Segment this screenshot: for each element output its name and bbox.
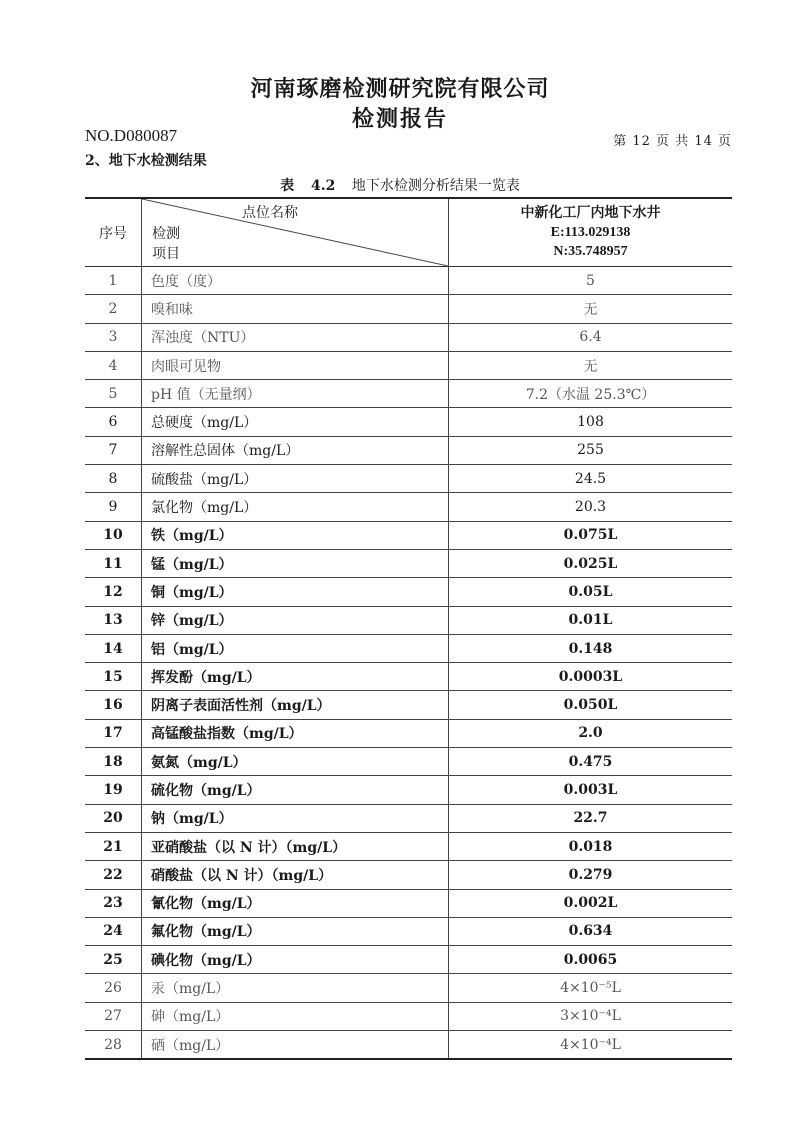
header-site-label: 点位名称 bbox=[242, 205, 298, 221]
table-row bbox=[85, 493, 732, 521]
row-serial: 15 bbox=[85, 663, 142, 691]
row-value: 20.3 bbox=[449, 493, 733, 521]
row-value: 0.018 bbox=[449, 832, 733, 860]
row-item: 锰（mg/L） bbox=[142, 549, 449, 577]
row-item: 氰化物（mg/L） bbox=[142, 889, 449, 917]
row-value: 0.279 bbox=[449, 861, 733, 889]
row-value: 0.475 bbox=[449, 748, 733, 776]
row-item: 挥发酚（mg/L） bbox=[142, 663, 449, 691]
row-value: 6.4 bbox=[449, 323, 733, 351]
table-row bbox=[85, 436, 732, 464]
row-serial: 24 bbox=[85, 917, 142, 945]
row-serial: 8 bbox=[85, 465, 142, 493]
header-serial: 序号 bbox=[85, 198, 142, 267]
row-value: 24.5 bbox=[449, 465, 733, 493]
row-value: 0.025L bbox=[449, 549, 733, 577]
table-row bbox=[85, 691, 732, 719]
header-diagonal-cell bbox=[142, 198, 449, 267]
row-serial: 9 bbox=[85, 493, 142, 521]
row-item: 铜（mg/L） bbox=[142, 578, 449, 606]
table-row bbox=[85, 748, 732, 776]
row-item: 氨氮（mg/L） bbox=[142, 748, 449, 776]
table-header-row bbox=[85, 198, 732, 267]
row-value: 0.05L bbox=[449, 578, 733, 606]
row-item: 浑浊度（NTU） bbox=[142, 323, 449, 351]
row-serial: 5 bbox=[85, 380, 142, 408]
row-value: 255 bbox=[449, 436, 733, 464]
row-serial: 3 bbox=[85, 323, 142, 351]
page-indicator: 第 12 页 共 14 页 bbox=[613, 134, 732, 149]
table-row bbox=[85, 832, 732, 860]
site-name: 中新化工厂内地下水井 bbox=[520, 205, 661, 221]
table-row bbox=[85, 521, 732, 549]
table-row bbox=[85, 946, 732, 974]
row-serial: 19 bbox=[85, 776, 142, 804]
row-item: 硝酸盐（以 N 计）（mg/L） bbox=[142, 861, 449, 889]
table-row bbox=[85, 1002, 732, 1030]
row-item: 高锰酸盐指数（mg/L） bbox=[142, 719, 449, 747]
row-value: 108 bbox=[449, 408, 733, 436]
row-serial: 2 bbox=[85, 295, 142, 323]
row-value: 无 bbox=[449, 295, 733, 323]
row-serial: 23 bbox=[85, 889, 142, 917]
table-row bbox=[85, 606, 732, 634]
row-serial: 16 bbox=[85, 691, 142, 719]
table-row bbox=[85, 974, 732, 1002]
row-item: 阴离子表面活性剂（mg/L） bbox=[142, 691, 449, 719]
table-row bbox=[85, 1031, 732, 1060]
table-row bbox=[85, 380, 732, 408]
row-value: 0.003L bbox=[449, 776, 733, 804]
row-value: 5 bbox=[449, 267, 733, 295]
table-row bbox=[85, 719, 732, 747]
table-row bbox=[85, 889, 732, 917]
row-value: 3×10⁻⁴L bbox=[449, 1002, 733, 1030]
row-value: 0.01L bbox=[449, 606, 733, 634]
row-value: 0.0065 bbox=[449, 946, 733, 974]
table-row bbox=[85, 549, 732, 577]
table-row bbox=[85, 776, 732, 804]
row-serial: 28 bbox=[85, 1031, 142, 1060]
table-row bbox=[85, 295, 732, 323]
table-row bbox=[85, 408, 732, 436]
row-value: 4×10⁻⁵L bbox=[449, 974, 733, 1002]
row-serial: 12 bbox=[85, 578, 142, 606]
row-item: 硫酸盐（mg/L） bbox=[142, 465, 449, 493]
row-value: 0.050L bbox=[449, 691, 733, 719]
company-name: 河南琢磨检测研究院有限公司 bbox=[250, 76, 550, 102]
table-row bbox=[85, 917, 732, 945]
header-site bbox=[449, 198, 733, 267]
header-item-label-2: 项目 bbox=[152, 246, 180, 262]
row-value: 0.002L bbox=[449, 889, 733, 917]
table-row bbox=[85, 804, 732, 832]
row-serial: 4 bbox=[85, 351, 142, 379]
row-value: 0.0003L bbox=[449, 663, 733, 691]
row-serial: 18 bbox=[85, 748, 142, 776]
row-serial: 17 bbox=[85, 719, 142, 747]
table-row bbox=[85, 465, 732, 493]
row-serial: 13 bbox=[85, 606, 142, 634]
row-serial: 25 bbox=[85, 946, 142, 974]
row-item: 色度（度） bbox=[142, 267, 449, 295]
row-item: 总硬度（mg/L） bbox=[142, 408, 449, 436]
row-value: 4×10⁻⁴L bbox=[449, 1031, 733, 1060]
row-serial: 26 bbox=[85, 974, 142, 1002]
table-caption-number: 表 4.2 bbox=[280, 178, 336, 194]
row-item: 砷（mg/L） bbox=[142, 1002, 449, 1030]
row-serial: 14 bbox=[85, 634, 142, 662]
table-caption bbox=[0, 175, 800, 195]
row-serial: 10 bbox=[85, 521, 142, 549]
row-item: 铝（mg/L） bbox=[142, 634, 449, 662]
row-item: 铁（mg/L） bbox=[142, 521, 449, 549]
row-serial: 21 bbox=[85, 832, 142, 860]
row-serial: 20 bbox=[85, 804, 142, 832]
site-north-coord: N:35.748957 bbox=[553, 244, 628, 259]
section-title: 2、地下水检测结果 bbox=[85, 153, 207, 169]
table-row bbox=[85, 578, 732, 606]
table-caption-text: 地下水检测分析结果一览表 bbox=[351, 178, 520, 194]
row-item: 氟化物（mg/L） bbox=[142, 917, 449, 945]
row-item: 溶解性总固体（mg/L） bbox=[142, 436, 449, 464]
row-item: 碘化物（mg/L） bbox=[142, 946, 449, 974]
row-serial: 6 bbox=[85, 408, 142, 436]
row-item: 汞（mg/L） bbox=[142, 974, 449, 1002]
report-number: NO.D080087 bbox=[85, 126, 178, 145]
table-row bbox=[85, 323, 732, 351]
table-row bbox=[85, 351, 732, 379]
table-row bbox=[85, 267, 732, 295]
row-value: 22.7 bbox=[449, 804, 733, 832]
row-value: 无 bbox=[449, 351, 733, 379]
row-serial: 1 bbox=[85, 267, 142, 295]
row-item: 肉眼可见物 bbox=[142, 351, 449, 379]
row-serial: 11 bbox=[85, 549, 142, 577]
row-item: 嗅和味 bbox=[142, 295, 449, 323]
row-item: 硫化物（mg/L） bbox=[142, 776, 449, 804]
row-value: 0.634 bbox=[449, 917, 733, 945]
row-value: 2.0 bbox=[449, 719, 733, 747]
row-item: pH 值（无量纲） bbox=[142, 380, 449, 408]
row-serial: 27 bbox=[85, 1002, 142, 1030]
row-item: 钠（mg/L） bbox=[142, 804, 449, 832]
table-row bbox=[85, 634, 732, 662]
table-row bbox=[85, 663, 732, 691]
results-table bbox=[85, 197, 732, 1060]
row-item: 硒（mg/L） bbox=[142, 1031, 449, 1060]
row-value: 0.075L bbox=[449, 521, 733, 549]
row-value: 7.2（水温 25.3℃） bbox=[449, 380, 733, 408]
row-value: 0.148 bbox=[449, 634, 733, 662]
row-serial: 7 bbox=[85, 436, 142, 464]
row-item: 氯化物（mg/L） bbox=[142, 493, 449, 521]
site-east-coord: E:113.029138 bbox=[550, 225, 631, 240]
row-item: 亚硝酸盐（以 N 计）（mg/L） bbox=[142, 832, 449, 860]
report-title: 检测报告 bbox=[351, 106, 448, 132]
table-row bbox=[85, 861, 732, 889]
row-serial: 22 bbox=[85, 861, 142, 889]
header-item-label-1: 检测 bbox=[152, 226, 180, 242]
row-item: 锌（mg/L） bbox=[142, 606, 449, 634]
